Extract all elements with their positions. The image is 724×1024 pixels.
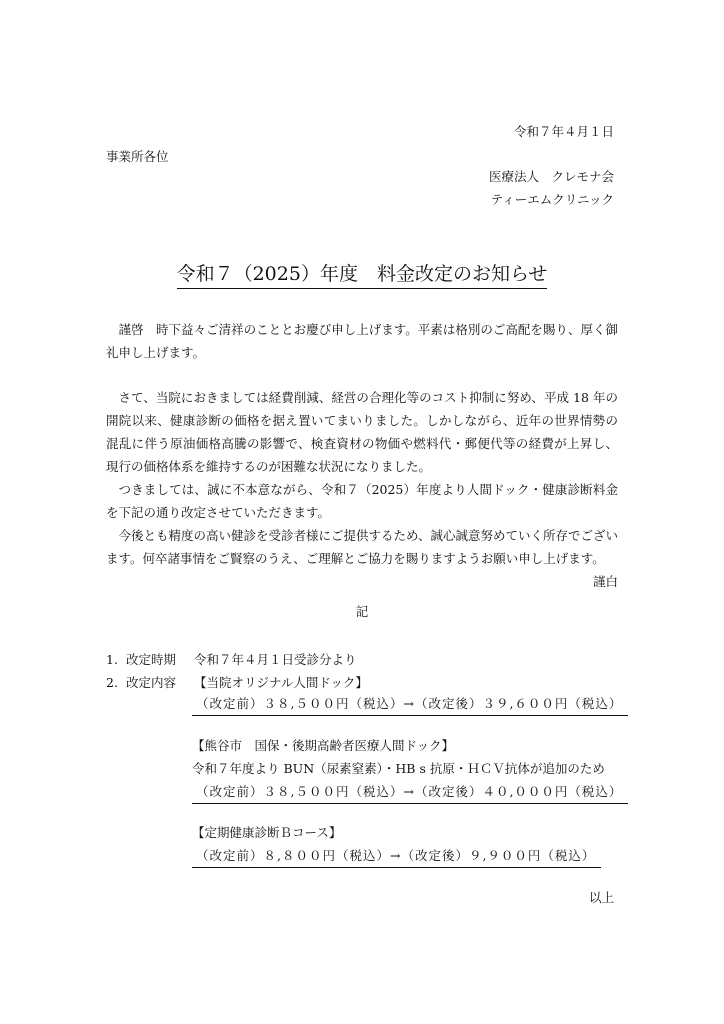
background-paragraph: さて、当院におきましては経費削減、経営の合理化等のコスト抑制に努め、平成 18 年の開院以来、健康診断の価格を据え置いてまいりました。しかしながら、近年の世界情勢の混乱に伴う原油価格高騰の影響で、検査資材の物価や燃料代・郵便代等の経費が上昇し、現行の価格体系を維持するのが困難な状況になりました。: [106, 390, 618, 474]
ki-heading: 記: [355, 604, 369, 619]
price-block-kumagaya-dock: [192, 734, 628, 804]
letter-body: [106, 318, 618, 593]
price-change: （改定前）８,８００円（税込）→（改定後）９,９００円（税込）: [192, 844, 601, 868]
item-number: 1.: [106, 652, 118, 667]
item-label: 改定内容: [126, 675, 177, 690]
request-paragraph: 今後とも精度の高い健診を受診者様にご提供するため、誠心誠意努めていく所存でございます。何卒諸事情をご賢察のうえ、ご理解とご協力を賜りますようお願い申し上げます。: [106, 528, 619, 566]
closing-word: 謹白: [592, 574, 618, 589]
price-heading: 【定期健康診断Ｂコース】: [192, 825, 342, 840]
price-change: （改定前）３８,５００円（税込）→（改定後）４０,０００円（税込）: [192, 780, 628, 804]
page-title-text: 令和７（2025）年度 料金改定のお知らせ: [177, 263, 548, 289]
item-label: 改定時期: [126, 652, 177, 667]
price-block-original-dock: [192, 692, 628, 716]
issue-date: 令和７年４月１日: [513, 124, 614, 139]
item-text: 【当院オリジナル人間ドック】: [194, 675, 368, 690]
price-heading: 【熊谷市 国保・後期高齢者医療人間ドック】: [192, 738, 455, 753]
sender-block: [489, 165, 614, 211]
item-text: 令和７年４月１日受診分より: [194, 652, 357, 667]
price-note: 令和７年度より BUN（尿素窒素）・HB s 抗原・ＨＣＶ抗体が追加のため: [192, 761, 605, 776]
item-list: [106, 648, 368, 694]
clinic-name: ティーエムクリニック: [490, 192, 614, 207]
price-block-checkup-b: [192, 821, 601, 868]
end-mark: 以上: [588, 890, 614, 905]
recipient: 事業所各位: [106, 149, 169, 164]
announcement-paragraph: つきましては、誠に不本意ながら、令和７（2025）年度より人間ドック・健康診断料金を下記の通り改定させていただきます。: [106, 482, 618, 520]
org-name: 医療法人 クレモナ会: [488, 169, 614, 184]
list-item: [106, 648, 368, 671]
item-number: 2.: [106, 675, 118, 690]
greeting-paragraph: 謹啓 時下益々ご清祥のこととお慶び申し上げます。平素は格別のご高配を賜り、厚く御礼申し上げます。: [106, 322, 618, 360]
price-change: （改定前）３８,５００円（税込）→（改定後）３９,６００円（税込）: [192, 692, 628, 716]
page-title: [0, 259, 724, 286]
list-item: [106, 671, 368, 694]
